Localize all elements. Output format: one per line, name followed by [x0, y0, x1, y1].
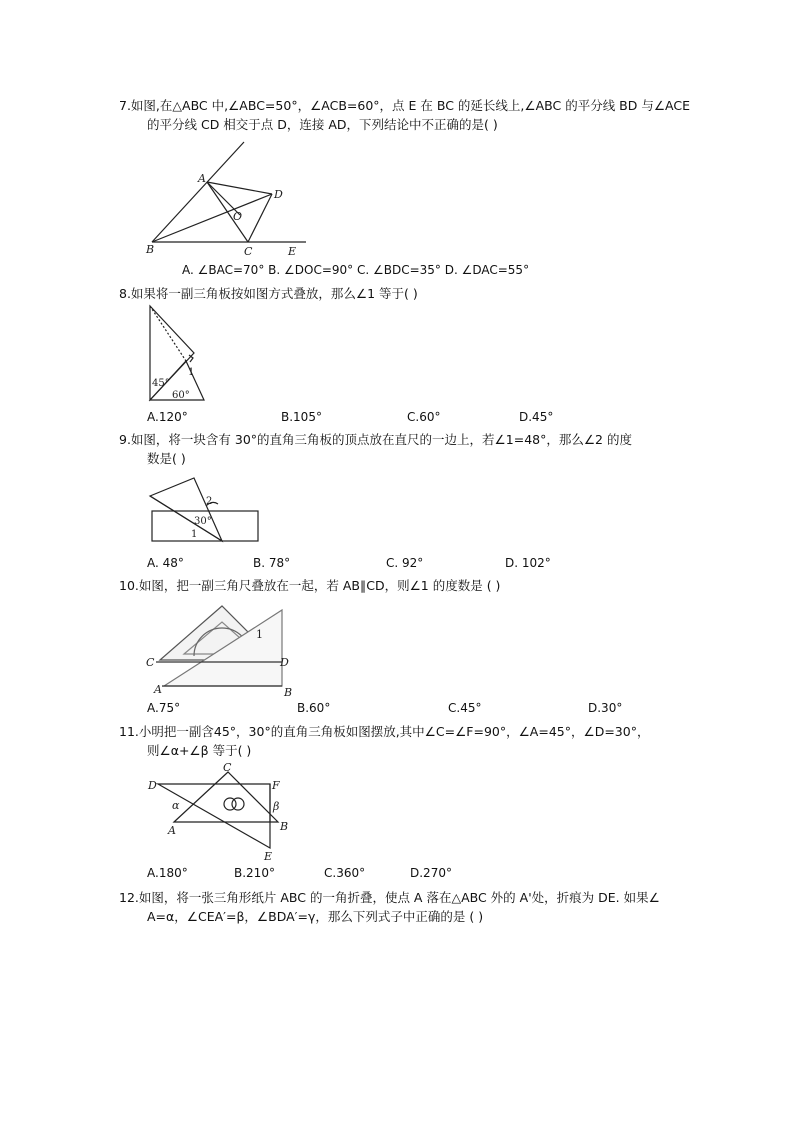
question-8 [119, 284, 719, 303]
q8-option-c: C.60° [407, 410, 441, 424]
figure-q11 [144, 762, 294, 864]
question-7-stem: 7.如图,在△ABC 中,∠ABC=50°，∠ACB=60°，点 E 在 BC 的延长线上,∠ABC 的平分线 BD 与∠ACE [119, 98, 691, 113]
q11-option-c: C.360° [324, 866, 366, 880]
question-7-options: A. ∠BAC=70° B. ∠DOC=90° C. ∠BDC=35° D. ∠DAC=55° [182, 263, 530, 277]
question-7 [119, 96, 719, 134]
label-c: C [146, 656, 155, 669]
label-d: D [274, 188, 283, 201]
label-b: B [146, 243, 155, 256]
triangle-abc [174, 772, 278, 822]
q10-option-a: A.75° [147, 701, 181, 715]
q8-option-b: B.105° [281, 410, 322, 424]
label-2: 2 [206, 496, 213, 507]
question-12-stem: 12.如图，将一张三角形纸片 ABC 的一角折叠，使点 A 落在△ABC 外的 A'处，折痕为 DE. 如果∠ [119, 890, 660, 905]
question-11 [119, 722, 719, 760]
q9-option-a: A. 48° [147, 556, 184, 570]
q10-option-c: C.45° [448, 701, 482, 715]
line-bd [152, 194, 272, 242]
line-ray-a [152, 142, 244, 242]
question-9-stem-cont: 数是( ) [147, 451, 186, 466]
question-10-stem: 10.如图，把一副三角尺叠放在一起，若 AB∥CD，则∠1 的度数是 ( ) [119, 578, 501, 593]
label-e: E [288, 245, 297, 258]
figure-q10 [144, 600, 294, 700]
label-60: 60° [172, 390, 190, 401]
q9-option-b: B. 78° [253, 556, 291, 570]
q9-option-c: C. 92° [386, 556, 424, 570]
question-12-stem-cont: A=α，∠CEA′=β，∠BDA′=γ，那么下列式子中正确的是 ( ) [147, 909, 484, 924]
q11-option-d: D.270° [410, 866, 452, 880]
q10-option-d: D.30° [588, 701, 623, 715]
question-12 [119, 888, 719, 926]
question-11-stem: 11.小明把一副含45°，30°的直角三角板如图摆放,其中∠C=∠F=90°，∠A=45°，∠D=30°， [119, 724, 650, 739]
label-f: F [272, 779, 280, 792]
label-1: 1 [191, 529, 198, 540]
label-1: 1 [188, 367, 195, 378]
question-7-stem-cont: 的平分线 CD 相交于点 D，连接 AD，下列结论中不正确的是( ) [147, 117, 498, 132]
label-a: A [154, 683, 162, 696]
question-9-stem: 9.如图，将一块含有 30°的直角三角板的顶点放在直尺的一边上，若∠1=48°，那么∠2 的度 [119, 432, 632, 447]
question-11-stem-cont: 则∠α+∠β 等于( ) [147, 743, 252, 758]
label-e: E [264, 850, 273, 863]
label-beta: β [273, 800, 280, 813]
question-10 [119, 576, 719, 595]
label-30: 30° [194, 516, 212, 527]
label-b: B [284, 686, 293, 699]
q10-option-b: B.60° [297, 701, 331, 715]
question-8-stem: 8.如果将一副三角板按如图方式叠放，那么∠1 等于( ) [119, 286, 418, 301]
q8-option-d: D.45° [519, 410, 554, 424]
q11-option-b: B.210° [234, 866, 275, 880]
label-45: 45° [152, 378, 170, 389]
label-a: A [168, 824, 176, 837]
label-a: A [198, 172, 206, 185]
line-cd [248, 194, 272, 242]
figure-q9 [146, 474, 262, 546]
ring-right [232, 798, 244, 810]
label-alpha: α [172, 799, 180, 812]
label-b: B [280, 820, 289, 833]
label-d: D [280, 656, 289, 669]
triangle-def [158, 784, 270, 848]
figure-q8 [142, 303, 212, 405]
set-square [150, 478, 222, 541]
dotted-line [150, 306, 186, 361]
label-c: C [244, 245, 253, 258]
label-c: C [223, 762, 232, 774]
q8-option-a: A.120° [147, 410, 188, 424]
q9-option-d: D. 102° [505, 556, 551, 570]
figure-q7 [140, 140, 320, 260]
label-d: D [148, 779, 157, 792]
question-9 [119, 430, 719, 468]
label-o: O [233, 210, 243, 223]
q11-option-a: A.180° [147, 866, 188, 880]
label-1: 1 [256, 628, 263, 641]
